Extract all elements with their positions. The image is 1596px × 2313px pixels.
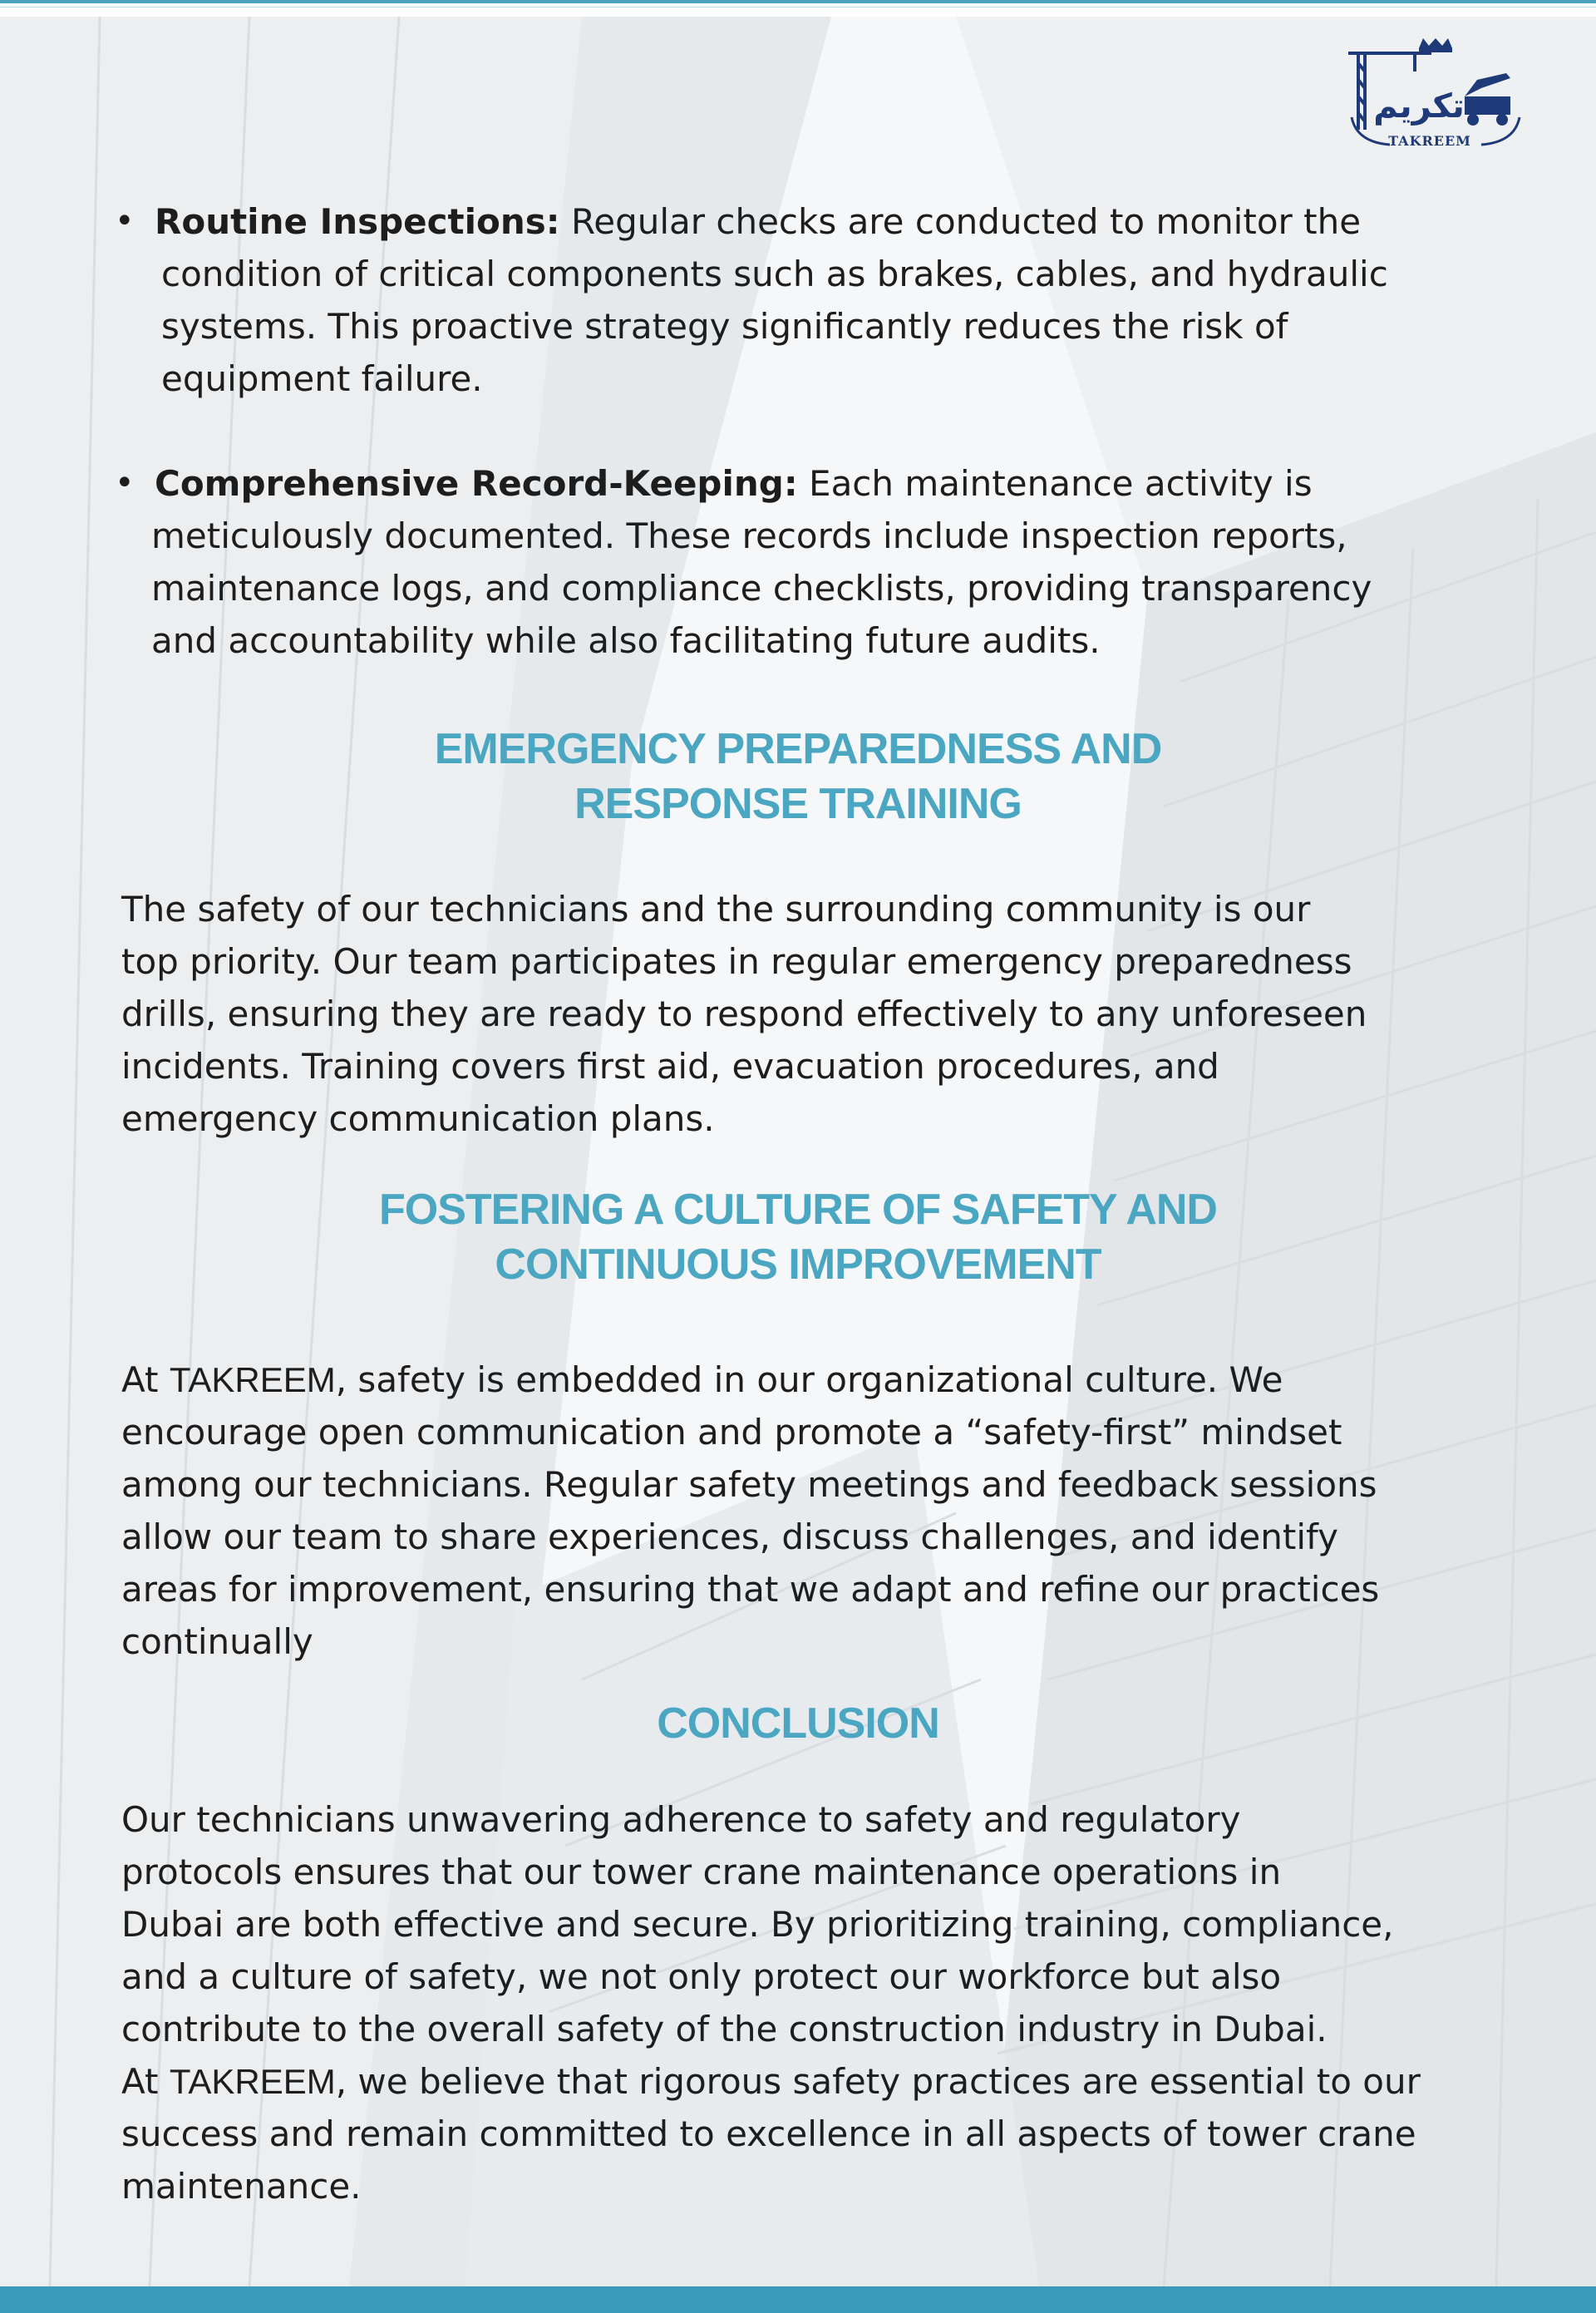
top-accent-rule [0, 0, 1596, 3]
bullet-text-line: maintenance logs, and compliance checklists, providing transparency [151, 568, 1372, 609]
bullet-routine-inspections [115, 195, 1528, 412]
footer-accent-bar [0, 2286, 1596, 2313]
heading-culture-of-safety: FOSTERING A CULTURE OF SAFETY AND CONTINUOUS IMPROVEMENT [379, 1186, 1217, 1289]
bullet-text-line: and accountability while also facilitating future audits. [151, 620, 1101, 661]
bullet-marker: • [115, 202, 135, 240]
bullet-text-line: Regular checks are conducted to monitor the [570, 201, 1362, 242]
paragraph-culture: At TAKREEM, safety is embedded in our organizational culture. We encourage open communication and promote a “safety-first” mindset among our technicians. Regular safety meetings and feedback sessions allow our team to share experiences, discuss challenges, and identify areas for improvement, ensuring that we adapt and refine our practices continually [121, 1359, 1380, 1662]
brand-name: TAKREEM [169, 1360, 336, 1399]
bullet-marker: • [115, 464, 135, 502]
bullet-text-line: condition of critical components such as brakes, cables, and hydraulic [161, 254, 1388, 294]
heading-conclusion: CONCLUSION [657, 1699, 939, 1748]
bullet-text-line: meticulously documented. These records include inspection reports, [151, 515, 1347, 556]
paragraph-conclusion: Our technicians unwavering adherence to safety and regulatory protocols ensures that our tower crane maintenance operations in Dubai are both effective and secure. By prioritizing training, compliance, and a culture of safety, we not only protect our workforce but also contribute to the overall safety of the construction industry in Dubai. At TAKREEM, we believe that rigorous safety practices are essential to our success and remain committed to excellence in all aspects of tower crane maintenance. [121, 1799, 1421, 2207]
brand-name: TAKREEM [169, 2062, 336, 2101]
bullet-text-line: systems. This proactive strategy significantly reduces the risk of [161, 306, 1288, 347]
bullet-title: Comprehensive Record-Keeping: [155, 463, 798, 504]
logo-arabic-wordmark: تكريم [1373, 87, 1465, 126]
paragraph-emergency: The safety of our technicians and the surrounding community is our top priority. Our team participates in regular emergency preparedness drills, ensuring they are ready to respond effectively to any unforeseen incidents. Training covers first aid, evacuation procedures, and emergency communication plans. [121, 889, 1367, 1139]
bullet-text-line: equipment failure. [161, 358, 483, 399]
bullet-title: Routine Inspections: [155, 201, 560, 242]
bullet-text-line: Each maintenance activity is [809, 463, 1313, 504]
bullet-record-keeping [115, 457, 1528, 673]
logo-wordmark: TAKREEM [1388, 133, 1471, 149]
heading-emergency-preparedness: EMERGENCY PREPAREDNESS AND RESPONSE TRAINING [434, 725, 1162, 828]
